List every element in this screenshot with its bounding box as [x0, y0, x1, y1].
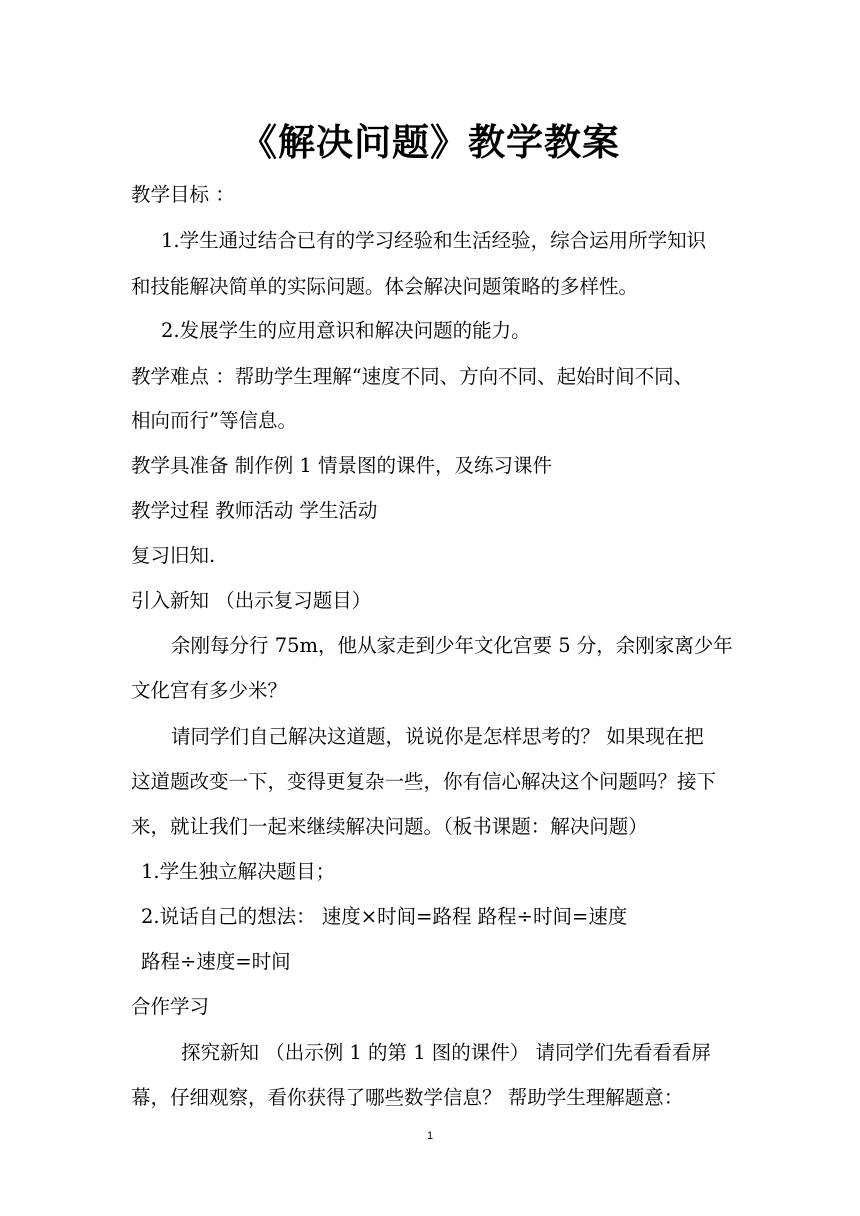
document-title: 《解决问题》教学教案 — [240, 120, 620, 164]
text-line: 相向而行”等信息。 — [131, 409, 297, 432]
text-line: 1.学生通过结合已有的学习经验和生活经验，综合运用所学知识 — [161, 229, 707, 252]
text-line: 复习旧知. — [131, 544, 216, 567]
page-number: 1 — [426, 1130, 434, 1142]
text-line: 教学难点 ：帮助学生理解“速度不同、方向不同、起始时间不同、 — [131, 365, 694, 388]
text-line: 文化宫有多少米？ — [131, 679, 288, 702]
text-line: 这道题改变一下，变得更复杂一些，你有信心解决这个问题吗？接下 — [131, 770, 717, 793]
text-line: 请同学们自己解决这道题，说说你是怎样思考的？ 如果现在把 — [171, 725, 704, 748]
text-line: 1.学生独立解决题目； — [141, 860, 336, 883]
text-line: 2.说话自己的想法： 速度×时间=路程 路程÷时间=速度 — [141, 905, 628, 928]
text-line: 引入新知 （出示复习题目） — [131, 589, 372, 612]
text-line: 合作学习 — [131, 995, 210, 1018]
text-line: 教学过程 教师活动 学生活动 — [131, 499, 378, 522]
text-line: 教学具准备 制作例 1 情景图的课件，及练习课件 — [131, 454, 553, 477]
text-line: 探究新知 （出示例 1 的第 1 图的课件） 请同学们先看看看屏 — [181, 1041, 712, 1064]
text-line: 和技能解决简单的实际问题。体会解决问题策略的多样性。 — [131, 275, 639, 298]
text-line: 2.发展学生的应用意识和解决问题的能力。 — [161, 319, 531, 342]
text-line: 教学目标 ： — [131, 183, 235, 206]
text-line: 余刚每分行 75m，他从家走到少年文化宫要 5 分，余刚家离少年 — [171, 634, 733, 657]
text-line: 路程÷速度=时间 — [141, 950, 291, 973]
text-line: 来，就让我们一起来继续解决问题。（板书课题：解决问题） — [131, 815, 648, 838]
text-line: 幕，仔细观察，看你获得了哪些数学信息？ 帮助学生理解题意： — [131, 1086, 684, 1109]
